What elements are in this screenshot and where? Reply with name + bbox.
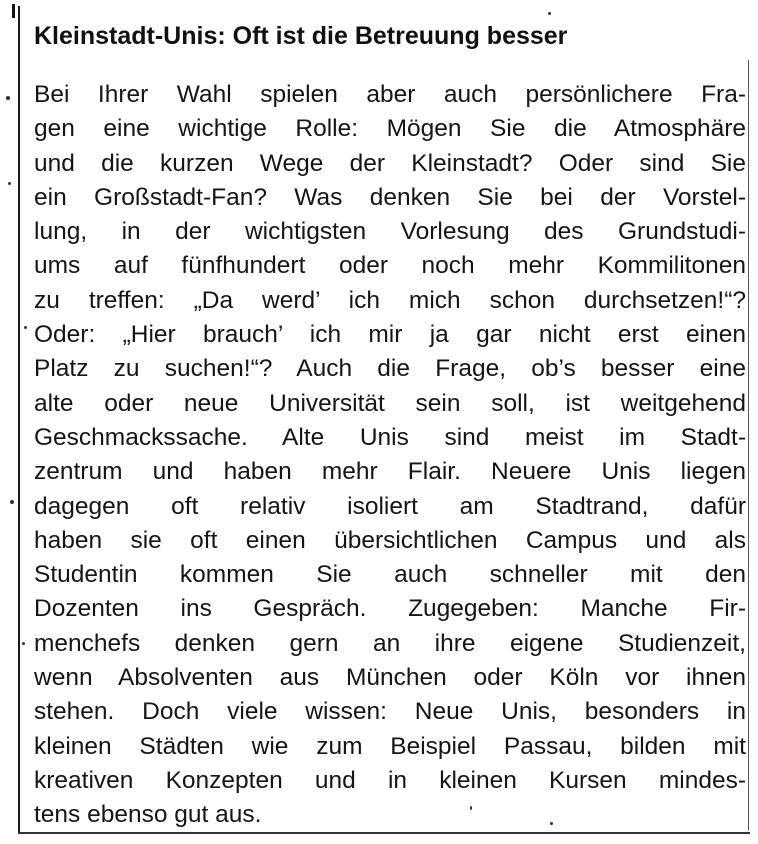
article-body [34,78,746,833]
article-line: wenn Absolventen aus München oder Köln vor ihnen [34,664,746,692]
article-line: Bei Ihrer Wahl spielen aber auch persönlichere Fra- [34,81,746,108]
article-line: und die kurzen Wege der Kleinstadt? Oder sind Sie [34,149,746,177]
article-line: ums auf fünfhundert oder noch mehr Kommilitonen [34,252,746,280]
article-line: zentrum und haben mehr Flair. Neuere Unis liegen [34,458,746,486]
article-line: kreativen Konzepten und in kleinen Kursen mindes- [34,766,746,794]
scan-speck [10,500,14,504]
article-headline: Kleinstadt-Unis: Oft ist die Betreuung besser [34,22,568,50]
scan-speck [22,642,25,645]
article-line: lung, in der wichtigsten Vorlesung des Grundstudi- [34,218,746,246]
article-line: kleinen Städten wie zum Beispiel Passau, bilden mit [34,732,746,760]
article-line: Platz zu suchen!“? Auch die Frage, ob’s besser eine [34,355,746,383]
scan-speck [24,326,27,329]
left-column-rule [18,6,20,834]
column-rule-mark [12,4,15,18]
article-line: gen eine wichtige Rolle: Mögen Sie die Atmosphäre [34,115,746,143]
article-line: Geschmackssache. Alte Unis sind meist im Stadt- [34,423,746,451]
article-line: dagegen oft relativ isoliert am Stadtrand, dafür [34,492,746,520]
article-line: menchefs denken gern an ihre eigene Studienzeit, [34,629,746,657]
article-line: Studentin kommen Sie auch schneller mit den [34,561,746,589]
scan-speck [6,96,10,100]
article-line: stehen. Doch viele wissen: Neue Unis, besonders in [34,698,746,726]
article-line: alte oder neue Universität sein soll, ist weitgehend [34,389,746,417]
article-line: Dozenten ins Gespräch. Zugegeben: Manche Fir- [34,595,746,623]
right-column-rule [748,60,749,830]
article-line-last: tens ebenso gut aus. [34,801,262,829]
scan-speck [548,12,551,15]
scan-speck [8,182,11,185]
article-line: Oder: „Hier brauch’ ich mir ja gar nicht erst einen [34,321,746,349]
article-line: haben sie oft einen übersichtlichen Campus und als [34,526,746,554]
article-line: ein Großstadt-Fan? Was denken Sie bei der Vorstel- [34,183,746,211]
article-line: zu treffen: „Da werd’ ich mich schon durchsetzen!“? [34,286,746,314]
